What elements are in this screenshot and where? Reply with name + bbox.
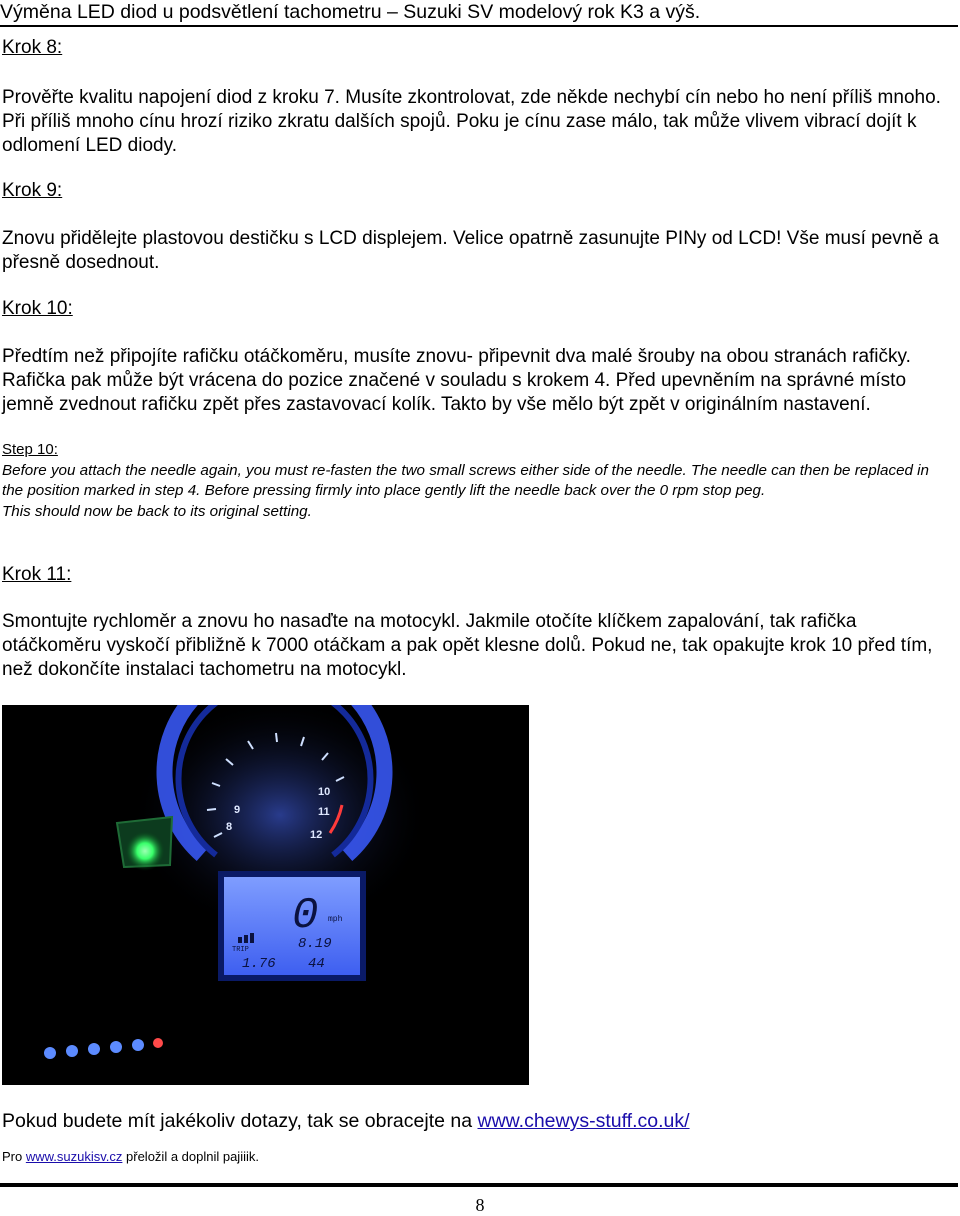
page-header: Výměna LED diod u podsvětlení tachometru – Suzuki SV modelový rok K3 a výš.: [0, 0, 958, 27]
lcd-trip-left: 1.76: [242, 956, 276, 972]
step-11-heading: Krok 11:: [2, 564, 72, 585]
step-9-heading: Krok 9:: [2, 180, 63, 201]
blue-led-1: [44, 1047, 56, 1059]
page-number: 8: [475, 1195, 485, 1215]
credit-suffix: přeložil a doplnil pajiiik.: [122, 1149, 259, 1164]
tach-number-10: 10: [318, 786, 331, 798]
step-10-english-text: Before you attach the needle again, you must re-fasten the two small screws either side of the needle. The needle can then be replaced in the position marked in step 4. Before pressing firmly into place gently lift the needle back over the 0 rpm stop peg.: [2, 461, 930, 499]
step-10-english-text-2: This should now be back to its original setting.: [2, 502, 312, 520]
lcd-speed-unit: mph: [328, 915, 343, 924]
credit-prefix: Pro: [2, 1149, 26, 1164]
lcd-trip-right: 44: [308, 956, 325, 972]
tach-number-12: 12: [310, 829, 323, 841]
red-led: [153, 1038, 163, 1048]
blue-led-2: [66, 1045, 78, 1057]
chewys-stuff-link[interactable]: www.chewys-stuff.co.uk/: [477, 1110, 690, 1132]
step-10-heading: Krok 10:: [2, 298, 73, 319]
step-10-english-label: Step 10:: [2, 441, 58, 458]
blue-led-3: [88, 1043, 100, 1055]
contact-line: [2, 1109, 690, 1133]
step-10-english-block: [2, 440, 954, 522]
speedometer-illustration: [2, 705, 529, 1085]
lcd-trip-label: TRIP: [232, 946, 249, 954]
step-10-text: Předtím než připojíte rafičku otáčkoměru, musíte znovu- připevnit dva malé šrouby na obou stranách rafičky. Rafička pak může být vrácena do pozice značené v souladu s krokem 4. Před upevněním na správné místo jemně zvednout rafičku zpět přes zastavovací kolík. Takto by vše mělo být zpět v originálním nastavení.: [2, 346, 911, 415]
credit-line: [2, 1149, 259, 1165]
suzukisv-link[interactable]: www.suzukisv.cz: [25, 1149, 123, 1164]
step-11-text: Smontujte rychloměr a znovu ho nasaďte na motocykl. Jakmile otočíte klíčkem zapalování, tak rafička otáčkoměru vyskočí přibližně k 7000 otáčkam a pak opět klesne dolů. Pokud ne, tak opakujte krok 10 před tím, než dokončíte instalaci tachometru na motocykl.: [2, 611, 933, 680]
step-8-heading: Krok 8:: [2, 37, 63, 58]
tach-number-8: 8: [226, 821, 233, 833]
lcd-odometer-top: 8.19: [298, 936, 332, 952]
blue-led-4: [110, 1041, 122, 1053]
blue-led-5: [132, 1039, 144, 1051]
step-9-text: Znovu přidělejte plastovou destičku s LCD displejem. Velice opatrně zasunujte PINy od LCD! Vše musí pevně a přesně dosednout.: [2, 228, 939, 273]
speedometer-photo: [2, 705, 529, 1085]
contact-text: Pokud budete mít jakékoliv dotazy, tak se obracejte na: [2, 1110, 478, 1132]
footer-divider: [0, 1183, 958, 1187]
tach-number-9: 9: [234, 804, 241, 816]
lcd-speed: 0: [292, 891, 319, 941]
neutral-indicator-light: [125, 831, 165, 871]
tach-number-11: 11: [318, 806, 330, 818]
step-8-text: Prověřte kvalitu napojení diod z kroku 7. Musíte zkontrolovat, zde někde nechybí cín nebo ho není příliš mnoho. Při příliš mnoho cínu hrozí riziko zkratu dalších spojů. Poku je cínu zase málo, tak může vlivem vibrací dojít k odlomení LED diody.: [2, 87, 941, 156]
